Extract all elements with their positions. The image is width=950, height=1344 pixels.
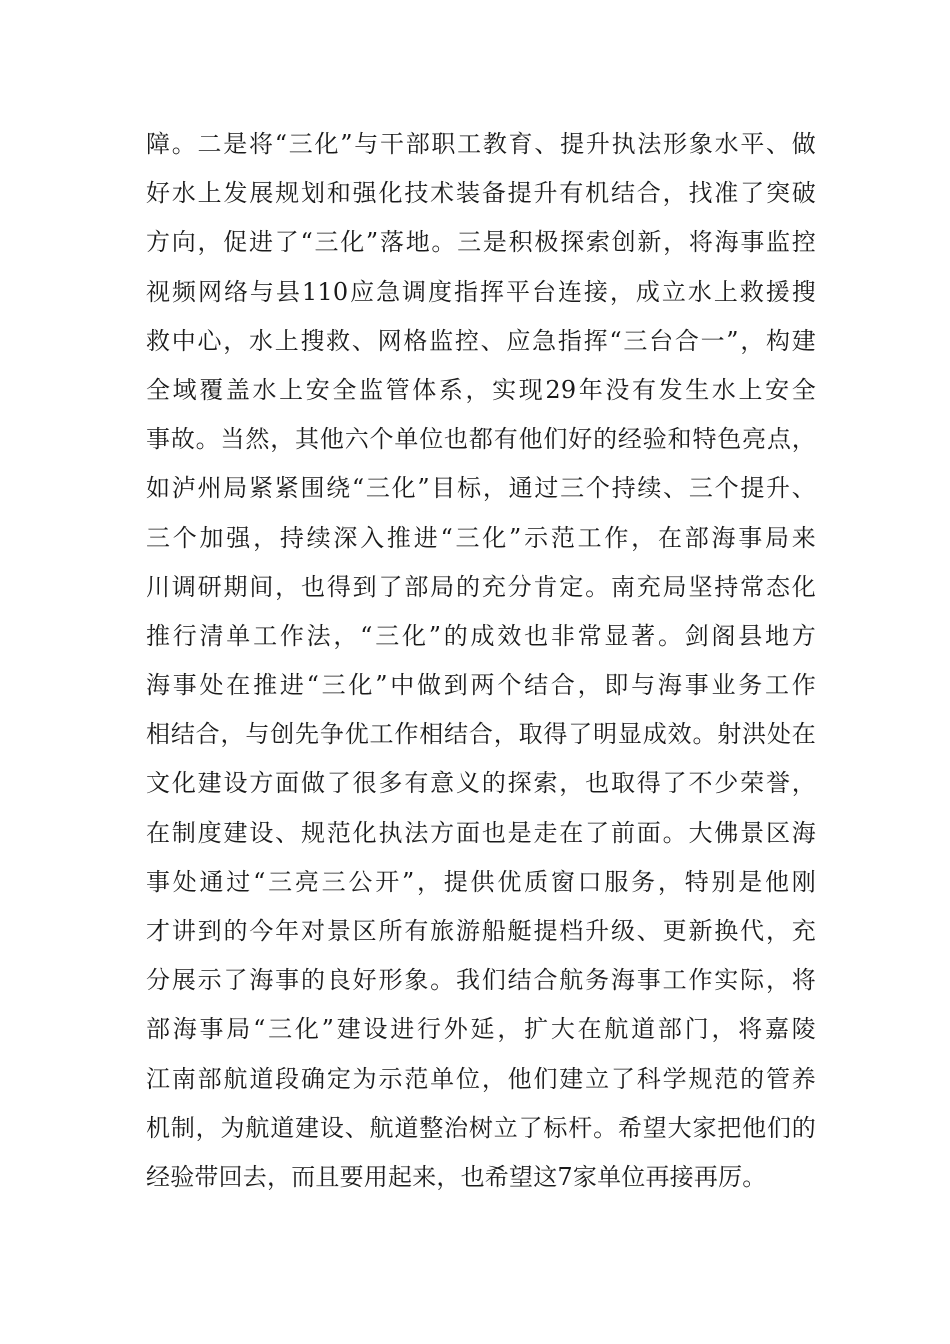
- text-line: 好水上发展规划和强化技术装备提升有机结合，找准了突破: [146, 179, 816, 208]
- text-line: 江南部航道段确定为示范单位，他们建立了科学规范的管养: [146, 1064, 816, 1093]
- text-line: 相结合，与创先争优工作相结合，取得了明显成效。射洪处在: [146, 720, 816, 749]
- text-line: 部海事局“三化”建设进行外延，扩大在航道部门，将嘉陵: [146, 1015, 816, 1044]
- text-line: 分展示了海事的良好形象。我们结合航务海事工作实际，将: [146, 966, 816, 995]
- text-line: 才讲到的今年对景区所有旅游船艇提档升级、更新换代，充: [146, 917, 816, 945]
- text-line: 在制度建设、规范化执法方面也是走在了前面。大佛景区海: [146, 818, 816, 847]
- text-line: 方向，促进了“三化”落地。三是积极探索创新，将海事监控: [146, 228, 816, 257]
- text-line: 事故。当然，其他六个单位也都有他们好的经验和特色亮点，: [146, 425, 816, 454]
- text-line: 全域覆盖水上安全监管体系，实现29年没有发生水上安全: [146, 375, 816, 404]
- text-line: 机制，为航道建设、航道整治树立了标杆。希望大家把他们的: [146, 1113, 816, 1142]
- text-line: 救中心，水上搜救、网格监控、应急指挥“三台合一”，构建: [146, 326, 816, 355]
- text-line: 障。二是将“三化”与干部职工教育、提升执法形象水平、做: [146, 130, 816, 158]
- text-line: 经验带回去，而且要用起来，也希望这7家单位再接再厉。: [146, 1162, 767, 1191]
- text-line: 海事处在推进“三化”中做到两个结合，即与海事业务工作: [146, 671, 816, 700]
- text-line: 文化建设方面做了很多有意义的探索，也取得了不少荣誉，: [146, 769, 816, 798]
- body-paragraph: [146, 120, 816, 1202]
- text-line: 视频网络与县110应急调度指挥平台连接，成立水上救援搜: [146, 277, 816, 306]
- text-line: 川调研期间，也得到了部局的充分肯定。南充局坚持常态化: [146, 572, 816, 601]
- text-line: 推行清单工作法，“三化”的成效也非常显著。剑阁县地方: [146, 621, 816, 650]
- text-line: 事处通过“三亮三公开”，提供优质窗口服务，特别是他刚: [146, 867, 816, 896]
- text-line: 如泸州局紧紧围绕“三化”目标，通过三个持续、三个提升、: [146, 474, 816, 503]
- text-line: 三个加强，持续深入推进“三化”示范工作，在部海事局来: [146, 523, 816, 552]
